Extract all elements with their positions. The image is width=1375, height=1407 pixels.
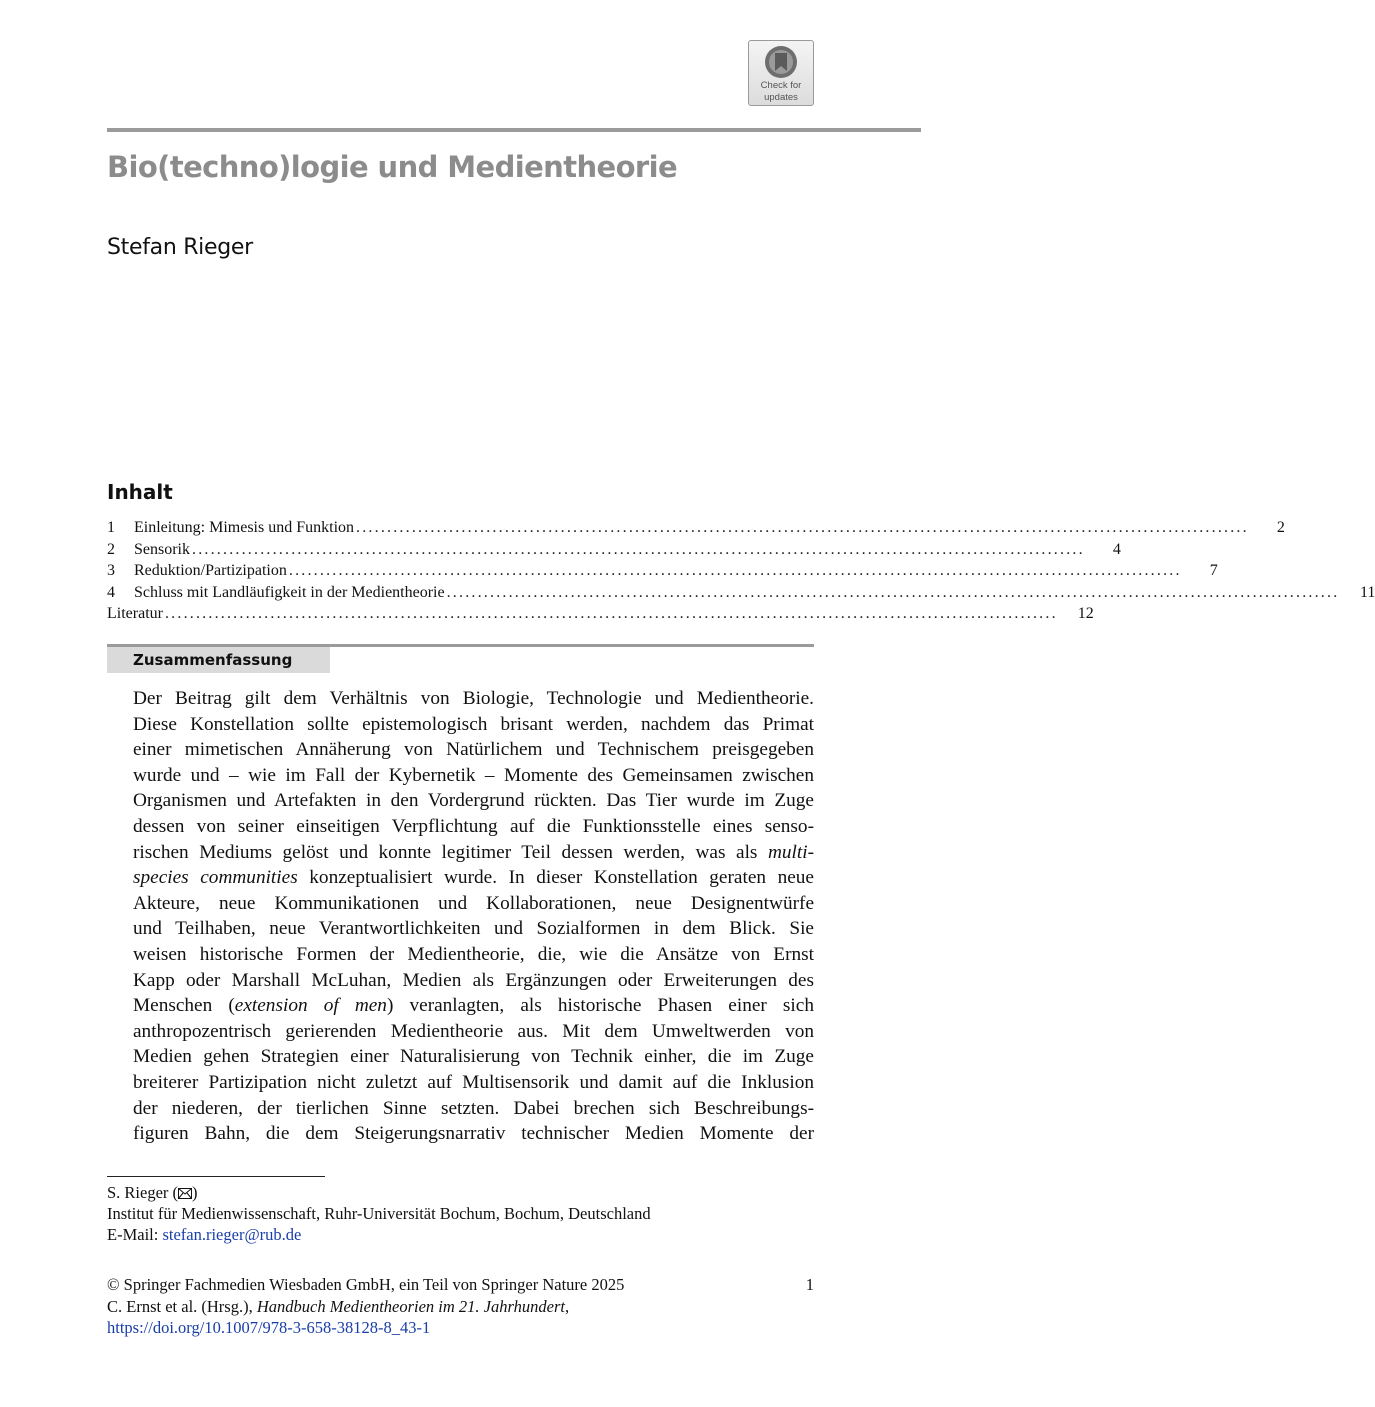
- toc-entry[interactable]: [107, 539, 1121, 561]
- toc-leader: ................................................................................................................................................: [164, 605, 1058, 622]
- bookmark-check-icon: [764, 45, 798, 79]
- abstract-line: Organismen und Artefakten in den Vordergrund rückten. Das Tier wurde im Zuge: [133, 790, 814, 812]
- abstract-body: [133, 686, 814, 1147]
- abstract-line: breiterer Partizipation nicht zuletzt auf Multisensorik und damit auf die Inklusion: [133, 1071, 814, 1093]
- email-label: E-Mail:: [107, 1225, 159, 1244]
- abstract-emphasis: species communities: [133, 867, 298, 889]
- toc-entry[interactable]: [107, 582, 1375, 604]
- book-title: Handbuch Medientheorien im 21. Jahrhundert: [256, 1296, 565, 1316]
- toc-number: 1: [107, 519, 115, 536]
- toc-heading: Inhalt: [107, 480, 173, 504]
- footnote-rule: [107, 1176, 325, 1177]
- abstract-line: dessen von seiner einseitigen Verpflichtung auf die Funktionsstelle eines senso-: [133, 815, 814, 837]
- toc-leader: ................................................................................................................................................: [446, 583, 1340, 601]
- imprint: [107, 1274, 814, 1339]
- abstract-emphasis: extension of men: [234, 995, 387, 1017]
- author-name: Stefan Rieger: [107, 235, 253, 260]
- editors: C. Ernst et al. (Hrsg.),: [107, 1296, 253, 1316]
- toc-number: 2: [107, 540, 115, 558]
- abstract-line: species communities konzeptualisiert wurde. In dieser Konstellation geraten neue: [133, 867, 814, 889]
- abstract-line: figuren Bahn, die dem Steigerungsnarrativ technischer Medien Momente der: [133, 1123, 814, 1145]
- toc-label: Sensorik: [134, 540, 190, 558]
- toc-entry[interactable]: [107, 603, 1094, 625]
- email-link[interactable]: stefan.rieger@rub.de: [162, 1225, 302, 1244]
- toc-leader: ................................................................................................................................................: [356, 519, 1249, 536]
- copyright-text: © Springer Fachmedien Wiesbaden GmbH, ein Teil von Springer Nature 2025: [107, 1275, 625, 1294]
- toc-label: Reduktion/Partizipation: [134, 562, 287, 579]
- check-for-updates-badge[interactable]: [748, 40, 814, 106]
- toc-label: Schluss mit Landläufigkeit in der Medientheorie: [134, 583, 445, 601]
- toc-entry[interactable]: [107, 560, 1218, 582]
- chapter-title: Bio(techno)logie und Medientheorie: [107, 150, 678, 184]
- abstract-line: einer mimetischen Annäherung von Natürlichem und Technischem preisgegeben: [133, 739, 814, 761]
- toc-number: 3: [107, 562, 115, 579]
- footnote-email-line: [107, 1224, 651, 1245]
- toc-leader: ................................................................................................................................................: [288, 562, 1182, 579]
- abstract-line: Akteure, neue Kommunikationen und Kollaborationen, neue Designentwürfe: [133, 892, 814, 914]
- toc-page: 11: [1360, 583, 1375, 601]
- footnote-author-line: S. Rieger ( ): [107, 1183, 198, 1202]
- footnote-author: S. Rieger: [107, 1183, 169, 1202]
- citation-line: C. Ernst et al. (Hrsg.), Handbuch Medientheorien im 21. Jahrhundert,: [107, 1296, 570, 1316]
- abstract-line: Menschen (extension of men) veranlagten, als historische Phasen einer sich: [133, 995, 814, 1017]
- abstract-line: Der Beitrag gilt dem Verhältnis von Biologie, Technologie und Medientheorie.: [133, 688, 814, 709]
- toc-page: 2: [1276, 519, 1285, 536]
- toc-label: Einleitung: Mimesis und Funktion: [134, 519, 355, 536]
- abstract-line: Kapp oder Marshall McLuhan, Medien als Ergänzungen oder Erweiterungen des: [133, 969, 814, 991]
- abstract-heading: Zusammenfassung: [107, 647, 330, 673]
- footnote-affiliation: Institut für Medienwissenschaft, Ruhr-Universität Bochum, Bochum, Deutschland: [107, 1204, 651, 1223]
- abstract-line: weisen historische Formen der Medientheorie, die, wie die Ansätze von Ernst: [133, 943, 814, 965]
- badge-label-1: Check for: [760, 80, 802, 91]
- abstract-emphasis: multi-: [767, 841, 814, 863]
- toc-label: Literatur: [107, 605, 163, 622]
- footnote: [107, 1182, 651, 1245]
- toc-page: 4: [1112, 540, 1121, 558]
- doi-link[interactable]: https://doi.org/10.1007/978-3-658-38128-8_43-1: [107, 1318, 431, 1337]
- toc-leader: ................................................................................................................................................: [192, 540, 1085, 558]
- toc-page: 12: [1077, 605, 1094, 622]
- toc-number: 4: [107, 583, 115, 601]
- abstract-line: wurde und – wie im Fall der Kybernetik – Momente des Gemeinsamen zwischen: [133, 764, 814, 786]
- abstract-line: rischen Mediums gelöst und konnte legitimer Teil dessen werden, was als multi-: [133, 841, 814, 863]
- abstract-line: und Teilhaben, neue Verantwortlichkeiten und Sozialformen in dem Blick. Sie: [133, 918, 814, 940]
- imprint-copyright-row: [107, 1274, 814, 1296]
- abstract-line: Medien gehen Strategien einer Naturalisierung von Technik einher, die im Zuge: [133, 1046, 814, 1068]
- toc-page: 7: [1209, 562, 1218, 579]
- abstract-line: anthropozentrisch gerierenden Medientheorie aus. Mit dem Umweltwerden von: [133, 1020, 814, 1042]
- badge-label-2: updates: [764, 92, 798, 103]
- abstract-line: der niederen, der tierlichen Sinne setzten. Dabei brechen sich Beschreibungs-: [133, 1097, 814, 1119]
- title-rule: [107, 128, 921, 132]
- page-number: 1: [805, 1275, 814, 1294]
- toc-entry[interactable]: [107, 517, 1285, 539]
- table-of-contents: [107, 517, 1375, 625]
- abstract-line: Diese Konstellation sollte epistemologisch brisant werden, nachdem das Primat: [133, 713, 814, 735]
- envelope-icon[interactable]: [178, 1188, 192, 1199]
